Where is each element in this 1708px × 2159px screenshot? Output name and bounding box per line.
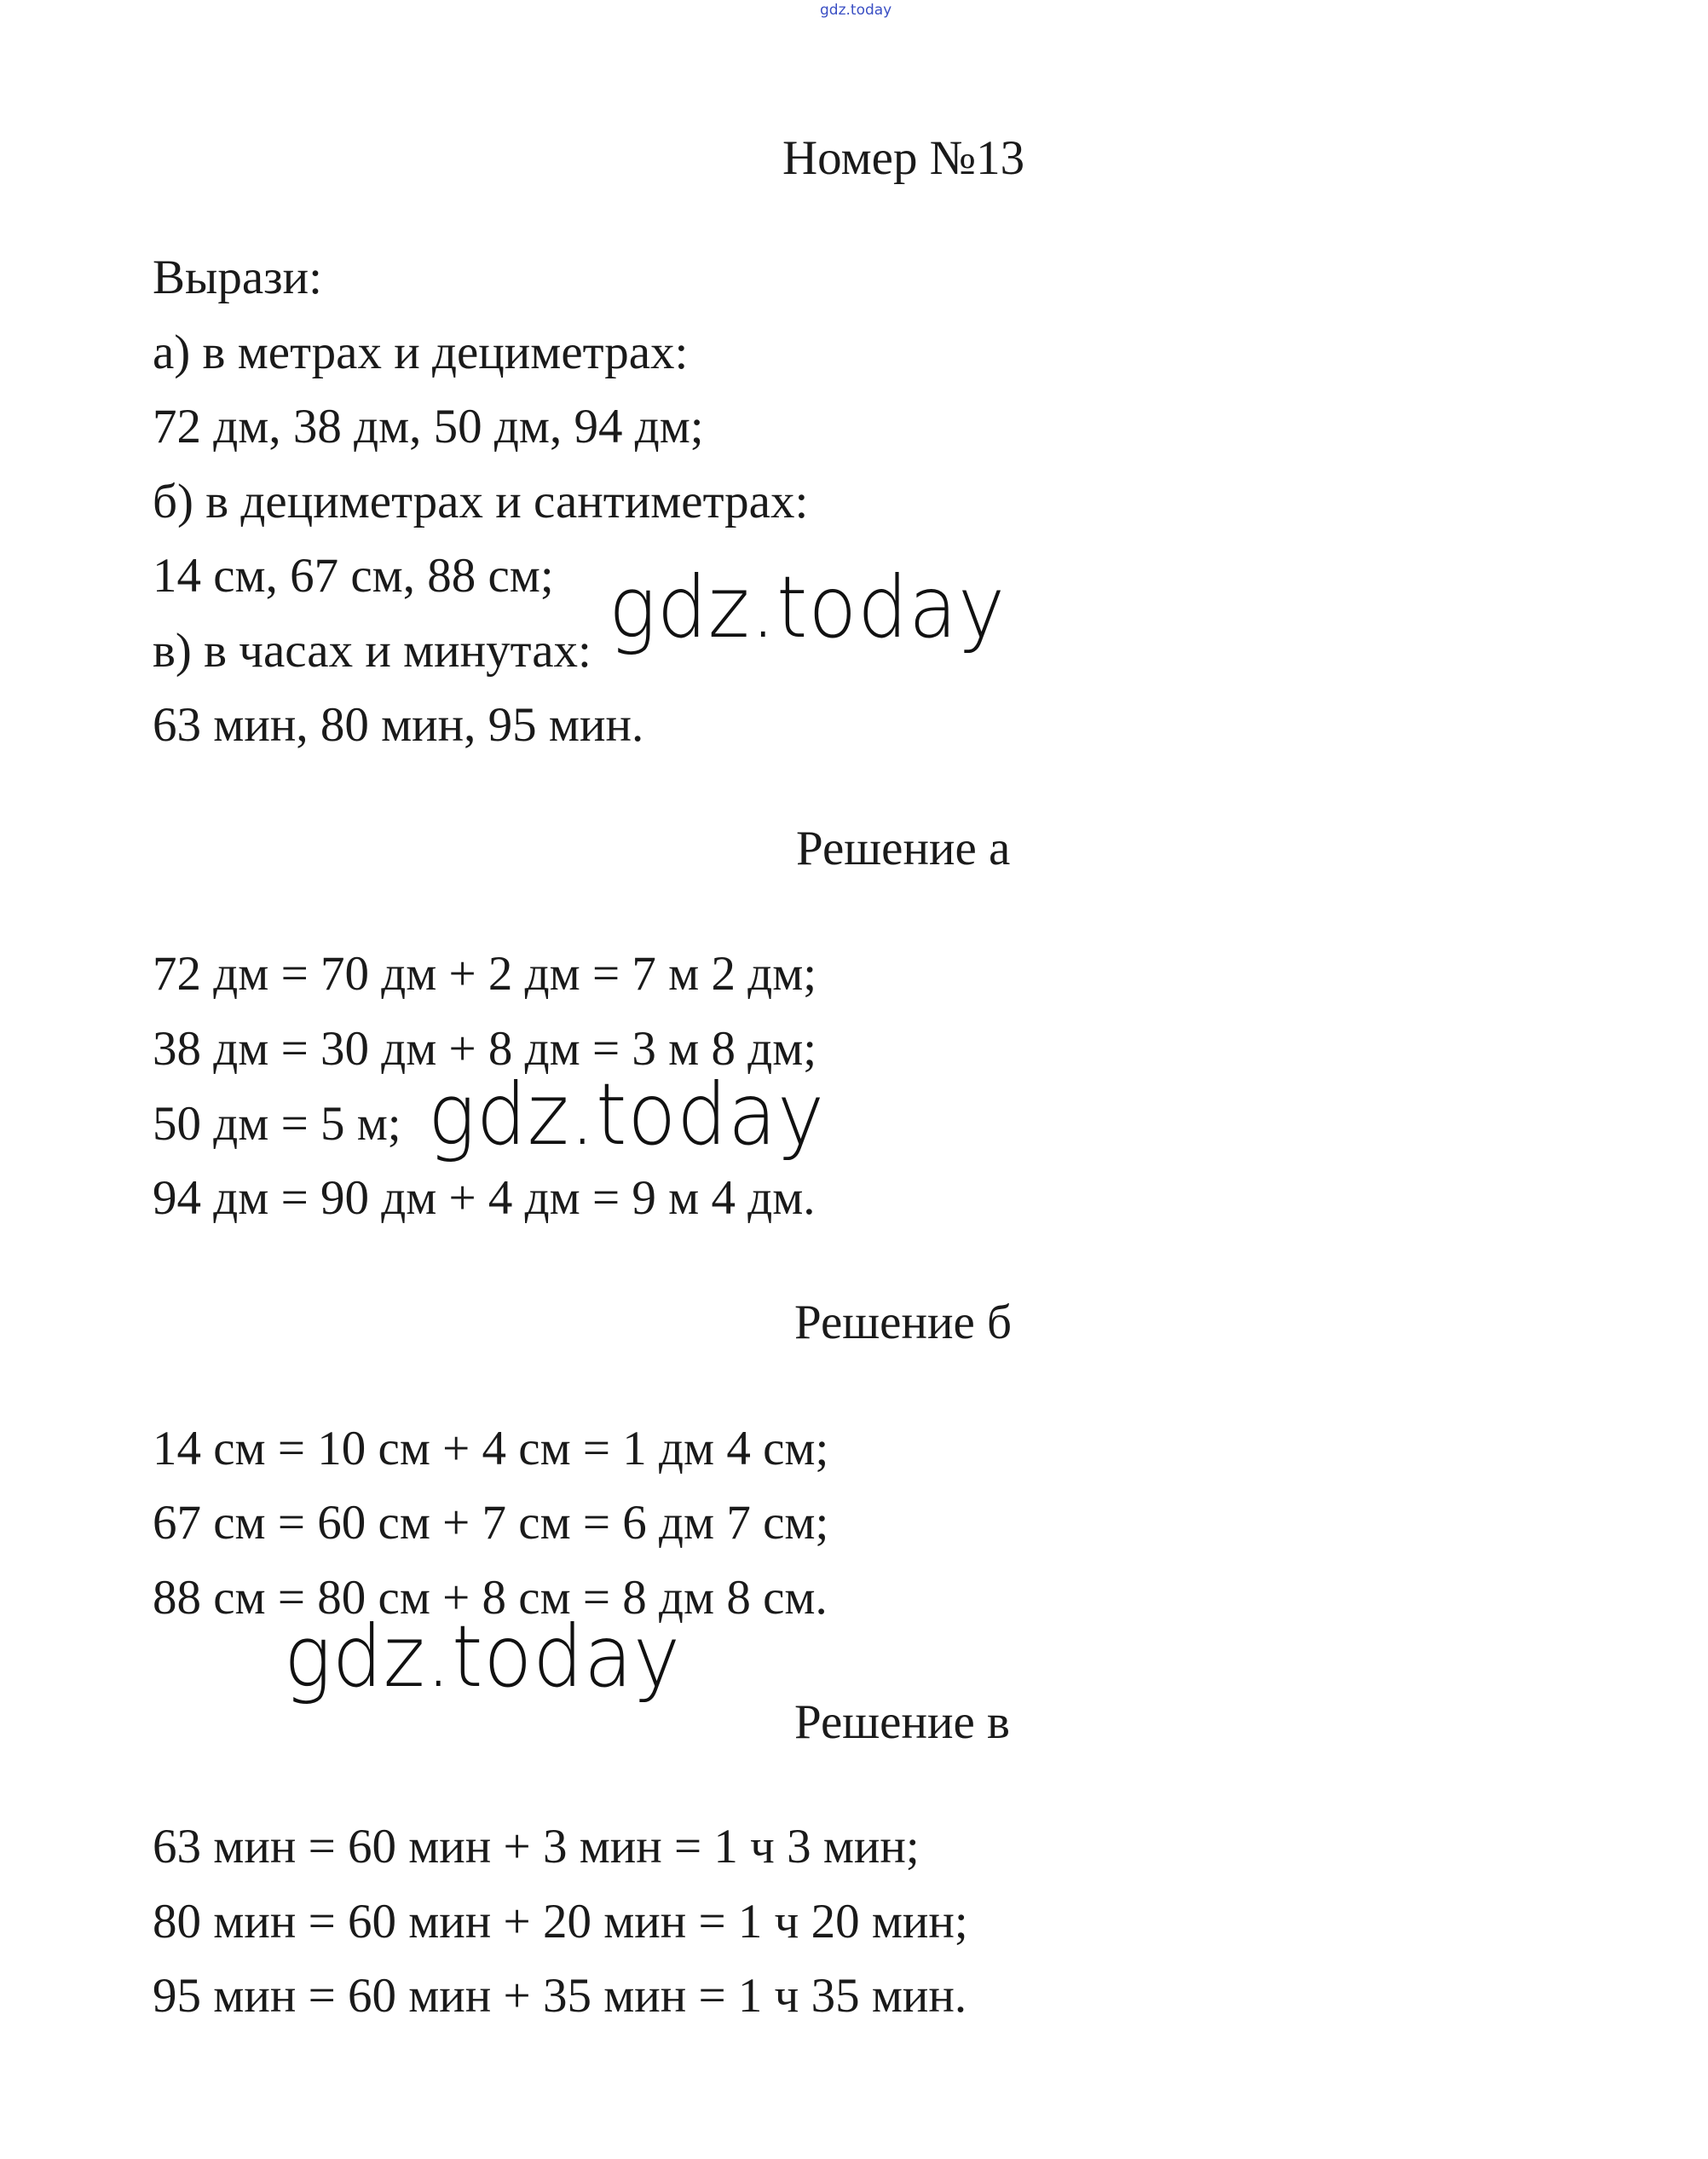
solution-c-line: 80 мин = 60 мин + 20 мин = 1 ч 20 мин;: [153, 1895, 968, 1948]
task-line: 14 см, 67 см, 88 см;: [153, 549, 554, 603]
task-intro: Вырази:: [153, 251, 322, 304]
task-line: в) в часах и минутах:: [153, 624, 591, 678]
header-watermark: gdz.today: [820, 2, 892, 19]
watermark: gdz.today: [284, 1607, 682, 1706]
solution-b-line: 88 см = 80 см + 8 см = 8 дм 8 см.: [153, 1571, 828, 1625]
watermark: gdz.today: [609, 557, 1007, 657]
task-line: 63 мин, 80 мин, 95 мин.: [153, 698, 644, 752]
solution-a-line: 72 дм = 70 дм + 2 дм = 7 м 2 дм;: [153, 947, 817, 1001]
page-title: Номер №13: [782, 131, 1025, 185]
solution-c-heading: Решение в: [794, 1695, 1010, 1749]
task-line: 72 дм, 38 дм, 50 дм, 94 дм;: [153, 400, 704, 453]
solution-a-line: 38 дм = 30 дм + 8 дм = 3 м 8 дм;: [153, 1022, 817, 1076]
solution-a-heading: Решение а: [796, 822, 1011, 875]
solution-b-heading: Решение б: [794, 1296, 1012, 1349]
task-line: б) в дециметрах и сантиметрах:: [153, 475, 809, 528]
solution-b-line: 14 см = 10 см + 4 см = 1 дм 4 см;: [153, 1422, 829, 1475]
solution-c-line: 63 мин = 60 мин + 3 мин = 1 ч 3 мин;: [153, 1820, 920, 1873]
solution-c-line: 95 мин = 60 мин + 35 мин = 1 ч 35 мин.: [153, 1969, 967, 2023]
task-line: а) в метрах и дециметрах:: [153, 326, 689, 379]
solution-a-line: 50 дм = 5 м;: [153, 1097, 401, 1151]
solution-a-line: 94 дм = 90 дм + 4 дм = 9 м 4 дм.: [153, 1171, 816, 1225]
solution-b-line: 67 см = 60 см + 7 см = 6 дм 7 см;: [153, 1496, 829, 1550]
watermark: gdz.today: [428, 1065, 826, 1164]
